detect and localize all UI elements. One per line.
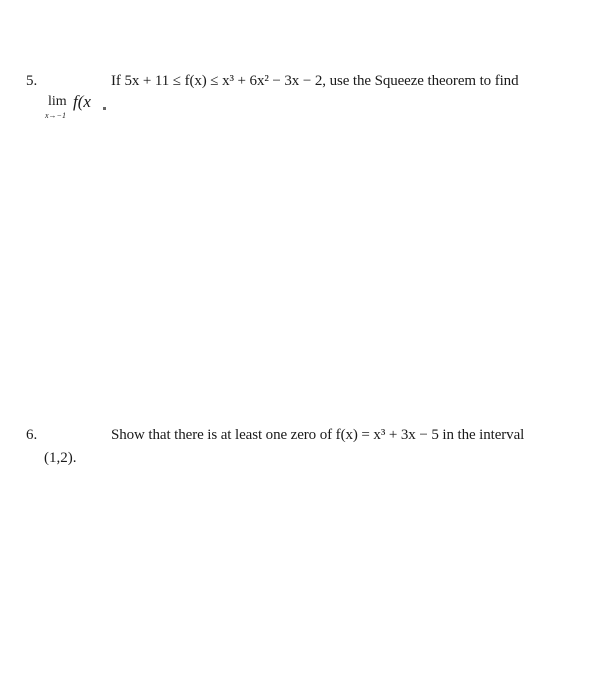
problem-6-number: 6. — [26, 427, 38, 443]
problem-6-continuation: (1,2). — [44, 450, 77, 466]
problem-5-limit-function: f(x — [73, 92, 91, 111]
problem-5-limit-word: lim — [48, 94, 67, 109]
problem-5-statement: If 5x + 11 ≤ f(x) ≤ x³ + 6x² − 3x − 2, use the Squeeze theorem to find — [111, 73, 519, 89]
problem-5-limit-subscript: x→−1 — [45, 111, 66, 120]
problem-5-number: 5. — [26, 73, 38, 89]
problem-5-limit-cut-mark — [103, 107, 106, 110]
problem-6-statement: Show that there is at least one zero of f(x) = x³ + 3x − 5 in the interval — [111, 427, 525, 443]
